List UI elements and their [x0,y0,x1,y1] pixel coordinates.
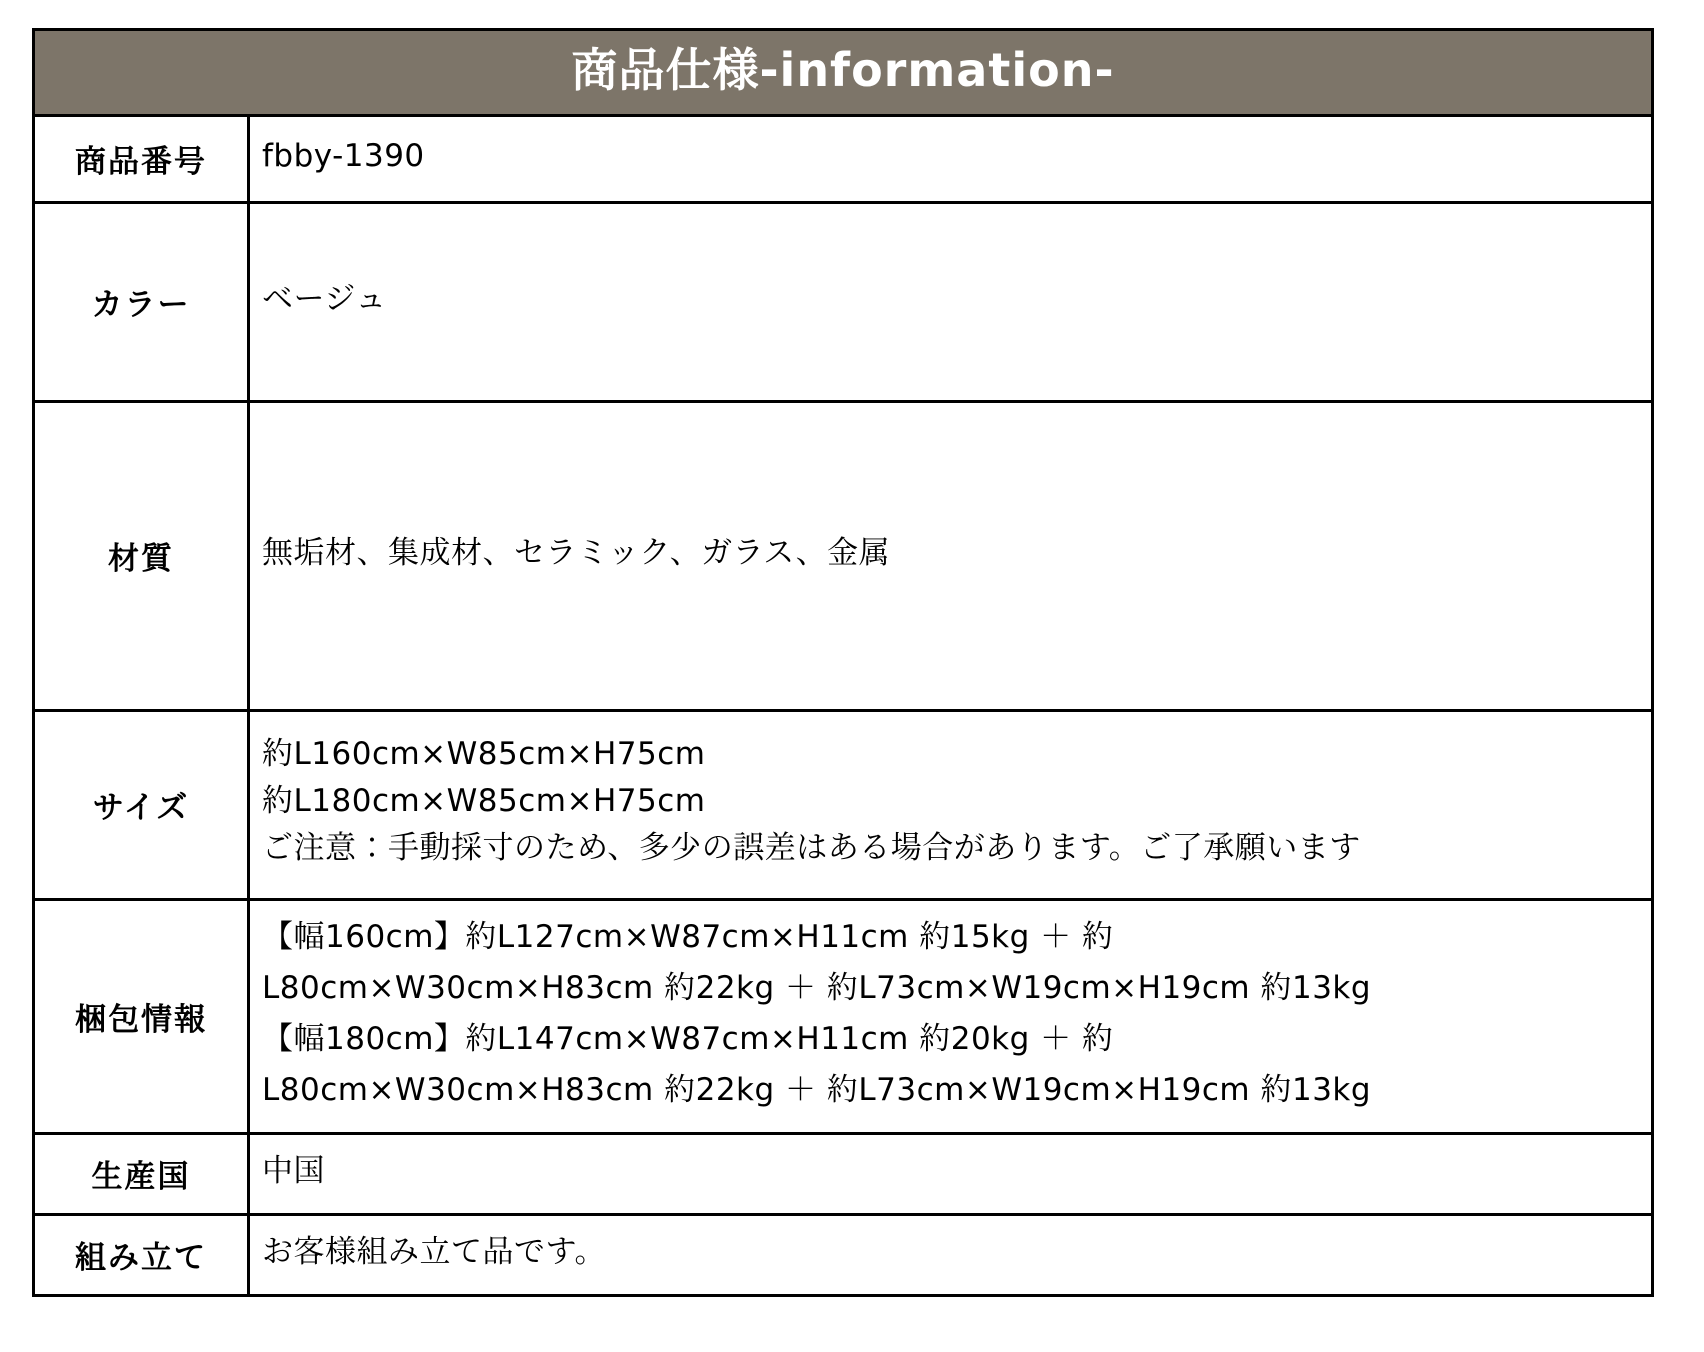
row-label-assembly: 組み立て [34,1214,249,1295]
table-row [34,899,1653,1133]
value-line: 約L180cm×W85cm×H75cm [262,783,706,820]
value-line-note: ご注意：手動採寸のため、多少の誤差はある場合があります。ご了承願います [262,830,1361,867]
value-line: 約L160cm×W85cm×H75cm [262,736,706,773]
value-line: 【幅160cm】約L127cm×W87cm×H11cm 約15kg ＋ 約 [262,919,1114,956]
row-value-product-code [249,115,1653,202]
value-line: 【幅180cm】約L147cm×W87cm×H11cm 約20kg ＋ 約 [262,1021,1114,1058]
row-value-origin [249,1133,1653,1214]
value-line: ベージュ [262,281,387,318]
row-value-assembly [249,1214,1653,1295]
table-row [34,401,1653,710]
row-value-color [249,202,1653,401]
row-label-origin: 生産国 [34,1133,249,1214]
value-line: 中国 [262,1153,325,1190]
row-label-material: 材質 [34,401,249,710]
row-label-product-code: 商品番号 [34,115,249,202]
value-line: L80cm×W30cm×H83cm 約22kg ＋ 約L73cm×W19cm×H19cm 約13kg [262,970,1372,1007]
table-row [34,115,1653,202]
row-value-packaging [249,899,1653,1133]
value-line: L80cm×W30cm×H83cm 約22kg ＋ 約L73cm×W19cm×H19cm 約13kg [262,1072,1372,1109]
page-title: 商品仕様-information- [34,30,1653,116]
value-line: 無垢材、集成材、セラミック、ガラス、金属 [262,535,891,572]
value-line: fbby-1390 [262,138,425,175]
row-value-material [249,401,1653,710]
row-value-size [249,710,1653,899]
table-row [34,1133,1653,1214]
row-label-size: サイズ [34,710,249,899]
value-line: お客様組み立て品です。 [262,1234,607,1271]
row-label-packaging: 梱包情報 [34,899,249,1133]
table-row [34,202,1653,401]
table-row [34,1214,1653,1295]
table-row [34,710,1653,899]
table-title-row [34,30,1653,116]
row-label-color: カラー [34,202,249,401]
specification-table [32,28,1654,1297]
